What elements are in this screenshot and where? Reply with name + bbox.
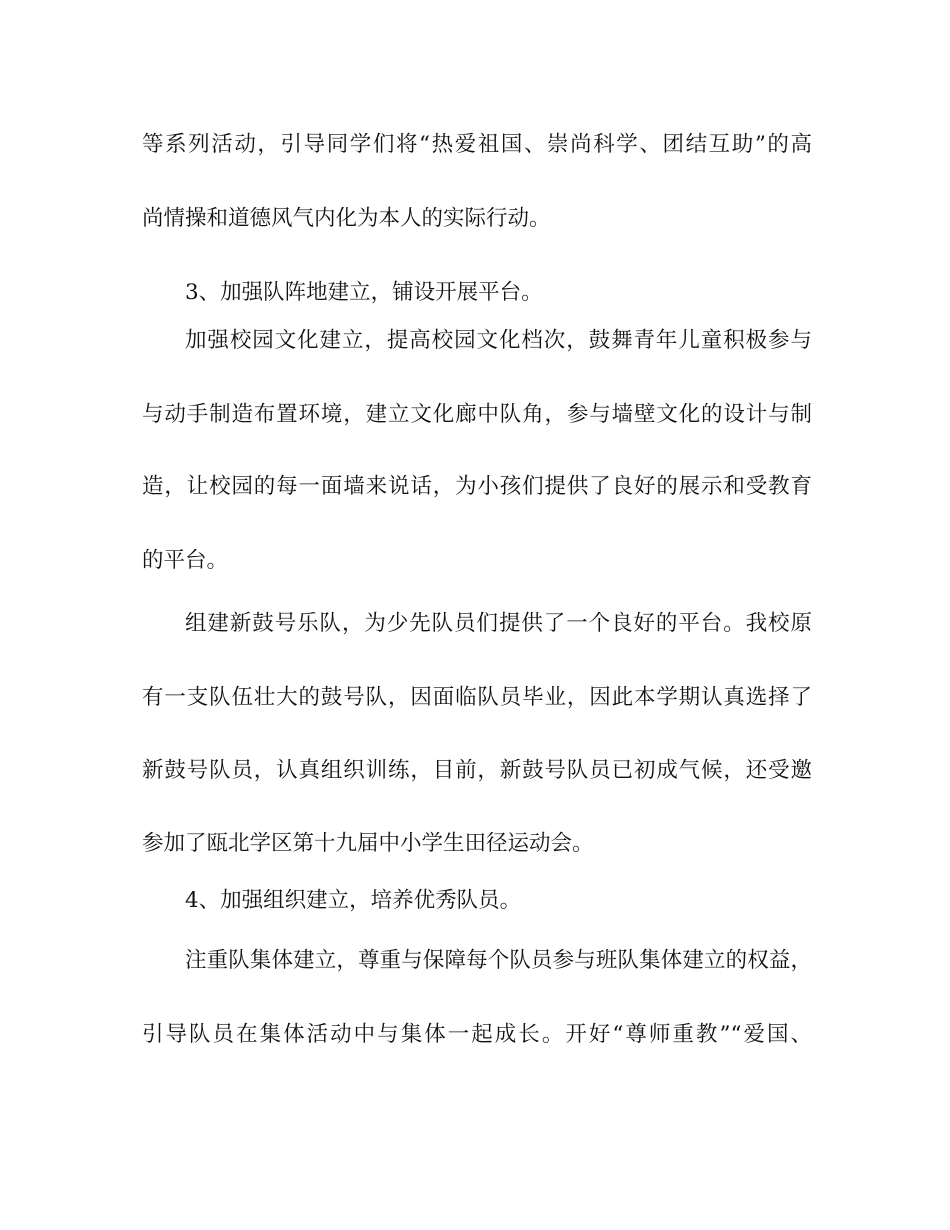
paragraph-line: 尚情操和道德风气内化为本人的实际行动。 xyxy=(142,206,551,231)
paragraph-line: 与动手制造布置环境，建立文化廊中队角，参与墙壁文化的设计与制 xyxy=(142,402,812,427)
section-heading: 3、加强队阵地建立，铺设开展平台。 xyxy=(185,280,543,305)
paragraph-line: 新鼓号队员，认真组织训练，目前，新鼓号队员已初成气候，还受邀 xyxy=(142,758,812,783)
paragraph-line: 组建新鼓号乐队，为少先队员们提供了一个良好的平台。我校原 xyxy=(185,611,812,636)
paragraph-line: 有一支队伍壮大的鼓号队，因面临队员毕业，因此本学期认真选择了 xyxy=(142,685,812,710)
paragraph-line: 注重队集体建立，尊重与保障每个队员参与班队集体建立的权益， xyxy=(185,948,812,973)
paragraph-line: 引导队员在集体活动中与集体一起成长。开好“尊师重教”“爱国、 xyxy=(142,1022,812,1047)
paragraph-line: 造，让校园的每一面墙来说话，为小孩们提供了良好的展示和受教育 xyxy=(142,474,812,499)
paragraph-line: 的平台。 xyxy=(142,548,229,573)
section-heading: 4、加强组织建立，培养优秀队员。 xyxy=(185,888,522,913)
paragraph-line: 参加了瓯北学区第十九届中小学生田径运动会。 xyxy=(142,831,594,856)
paragraph-line: 加强校园文化建立，提高校园文化档次，鼓舞青年儿童积极参与 xyxy=(185,328,812,353)
paragraph-line: 等系列活动，引导同学们将“热爱祖国、崇尚科学、团结互助”的高 xyxy=(142,132,812,157)
